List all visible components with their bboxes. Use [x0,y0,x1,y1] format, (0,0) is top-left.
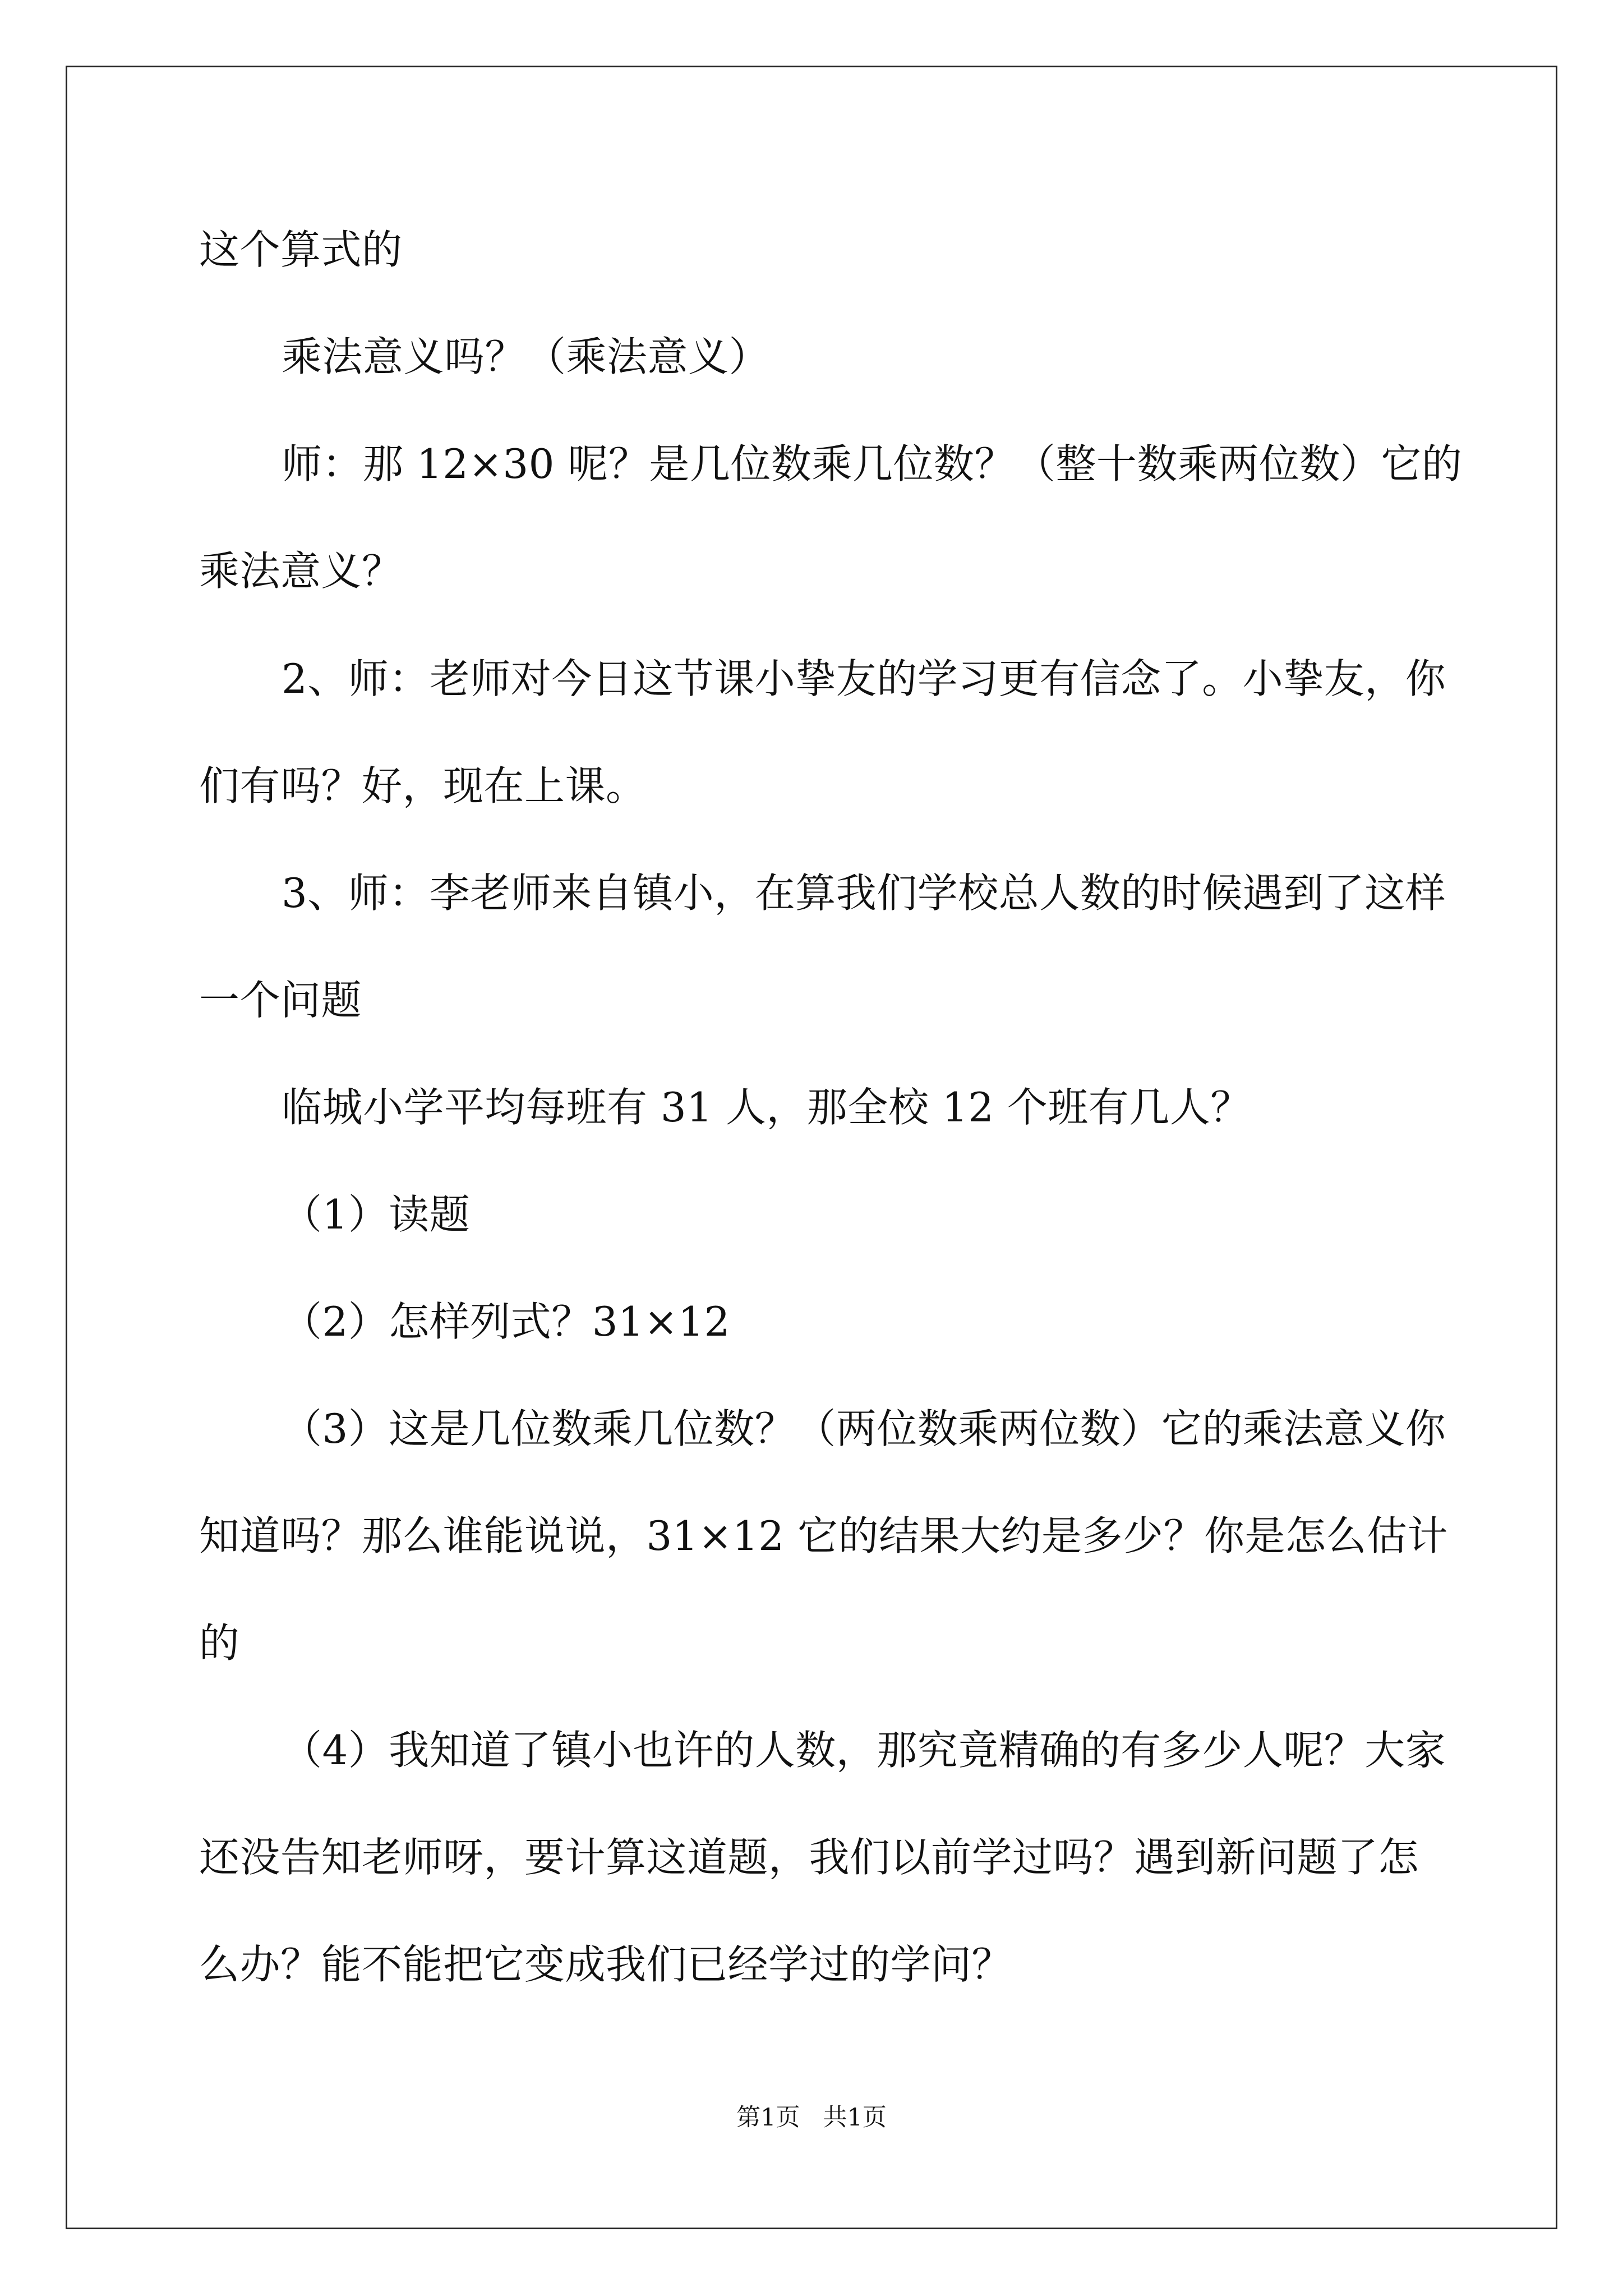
text-line: （3）这是几位数乘几位数？（两位数乘两位数）它的乘法意义你 [282,1405,1446,1452]
text-line: （2）怎样列式？31×12 [282,1298,730,1345]
text-line: （4）我知道了镇小也许的人数，那究竟精确的有多少人呢？大家 [282,1727,1446,1774]
text-line: 3、师：李老师来自镇小，在算我们学校总人数的时候遇到了这样 [282,869,1446,917]
text-line: 一个问题 [199,977,362,1024]
text-line: 临城小学平均每班有 31 人，那全校 12 个班有几人？ [282,1084,1251,1131]
text-line: 们有吗？好，现在上课。 [199,762,647,809]
text-line: 这个算式的 [199,226,403,273]
text-line: 师：那 12×30 呢？是几位数乘几位数？（整十数乘两位数）它的 [282,440,1463,487]
text-line: 还没告知老师呀，要计算这道题，我们以前学过吗？遇到新问题了怎 [199,1834,1419,1881]
text-line: （1）读题 [282,1191,471,1238]
text-line: 乘法意义吗？（乘法意义） [282,333,770,380]
text-line: 乘法意义？ [199,547,403,595]
text-line: 2、师：老师对今日这节课小挚友的学习更有信念了。小挚友，你 [282,655,1446,702]
text-line: 么办？能不能把它变成我们已经学过的学问？ [199,1941,1013,1988]
page-number-footer: 第1页 共1页 [736,2104,887,2132]
text-line: 的 [199,1619,240,1667]
text-line: 知道吗？那么谁能说说，31×12 它的结果大约是多少？你是怎么估计 [199,1512,1448,1559]
